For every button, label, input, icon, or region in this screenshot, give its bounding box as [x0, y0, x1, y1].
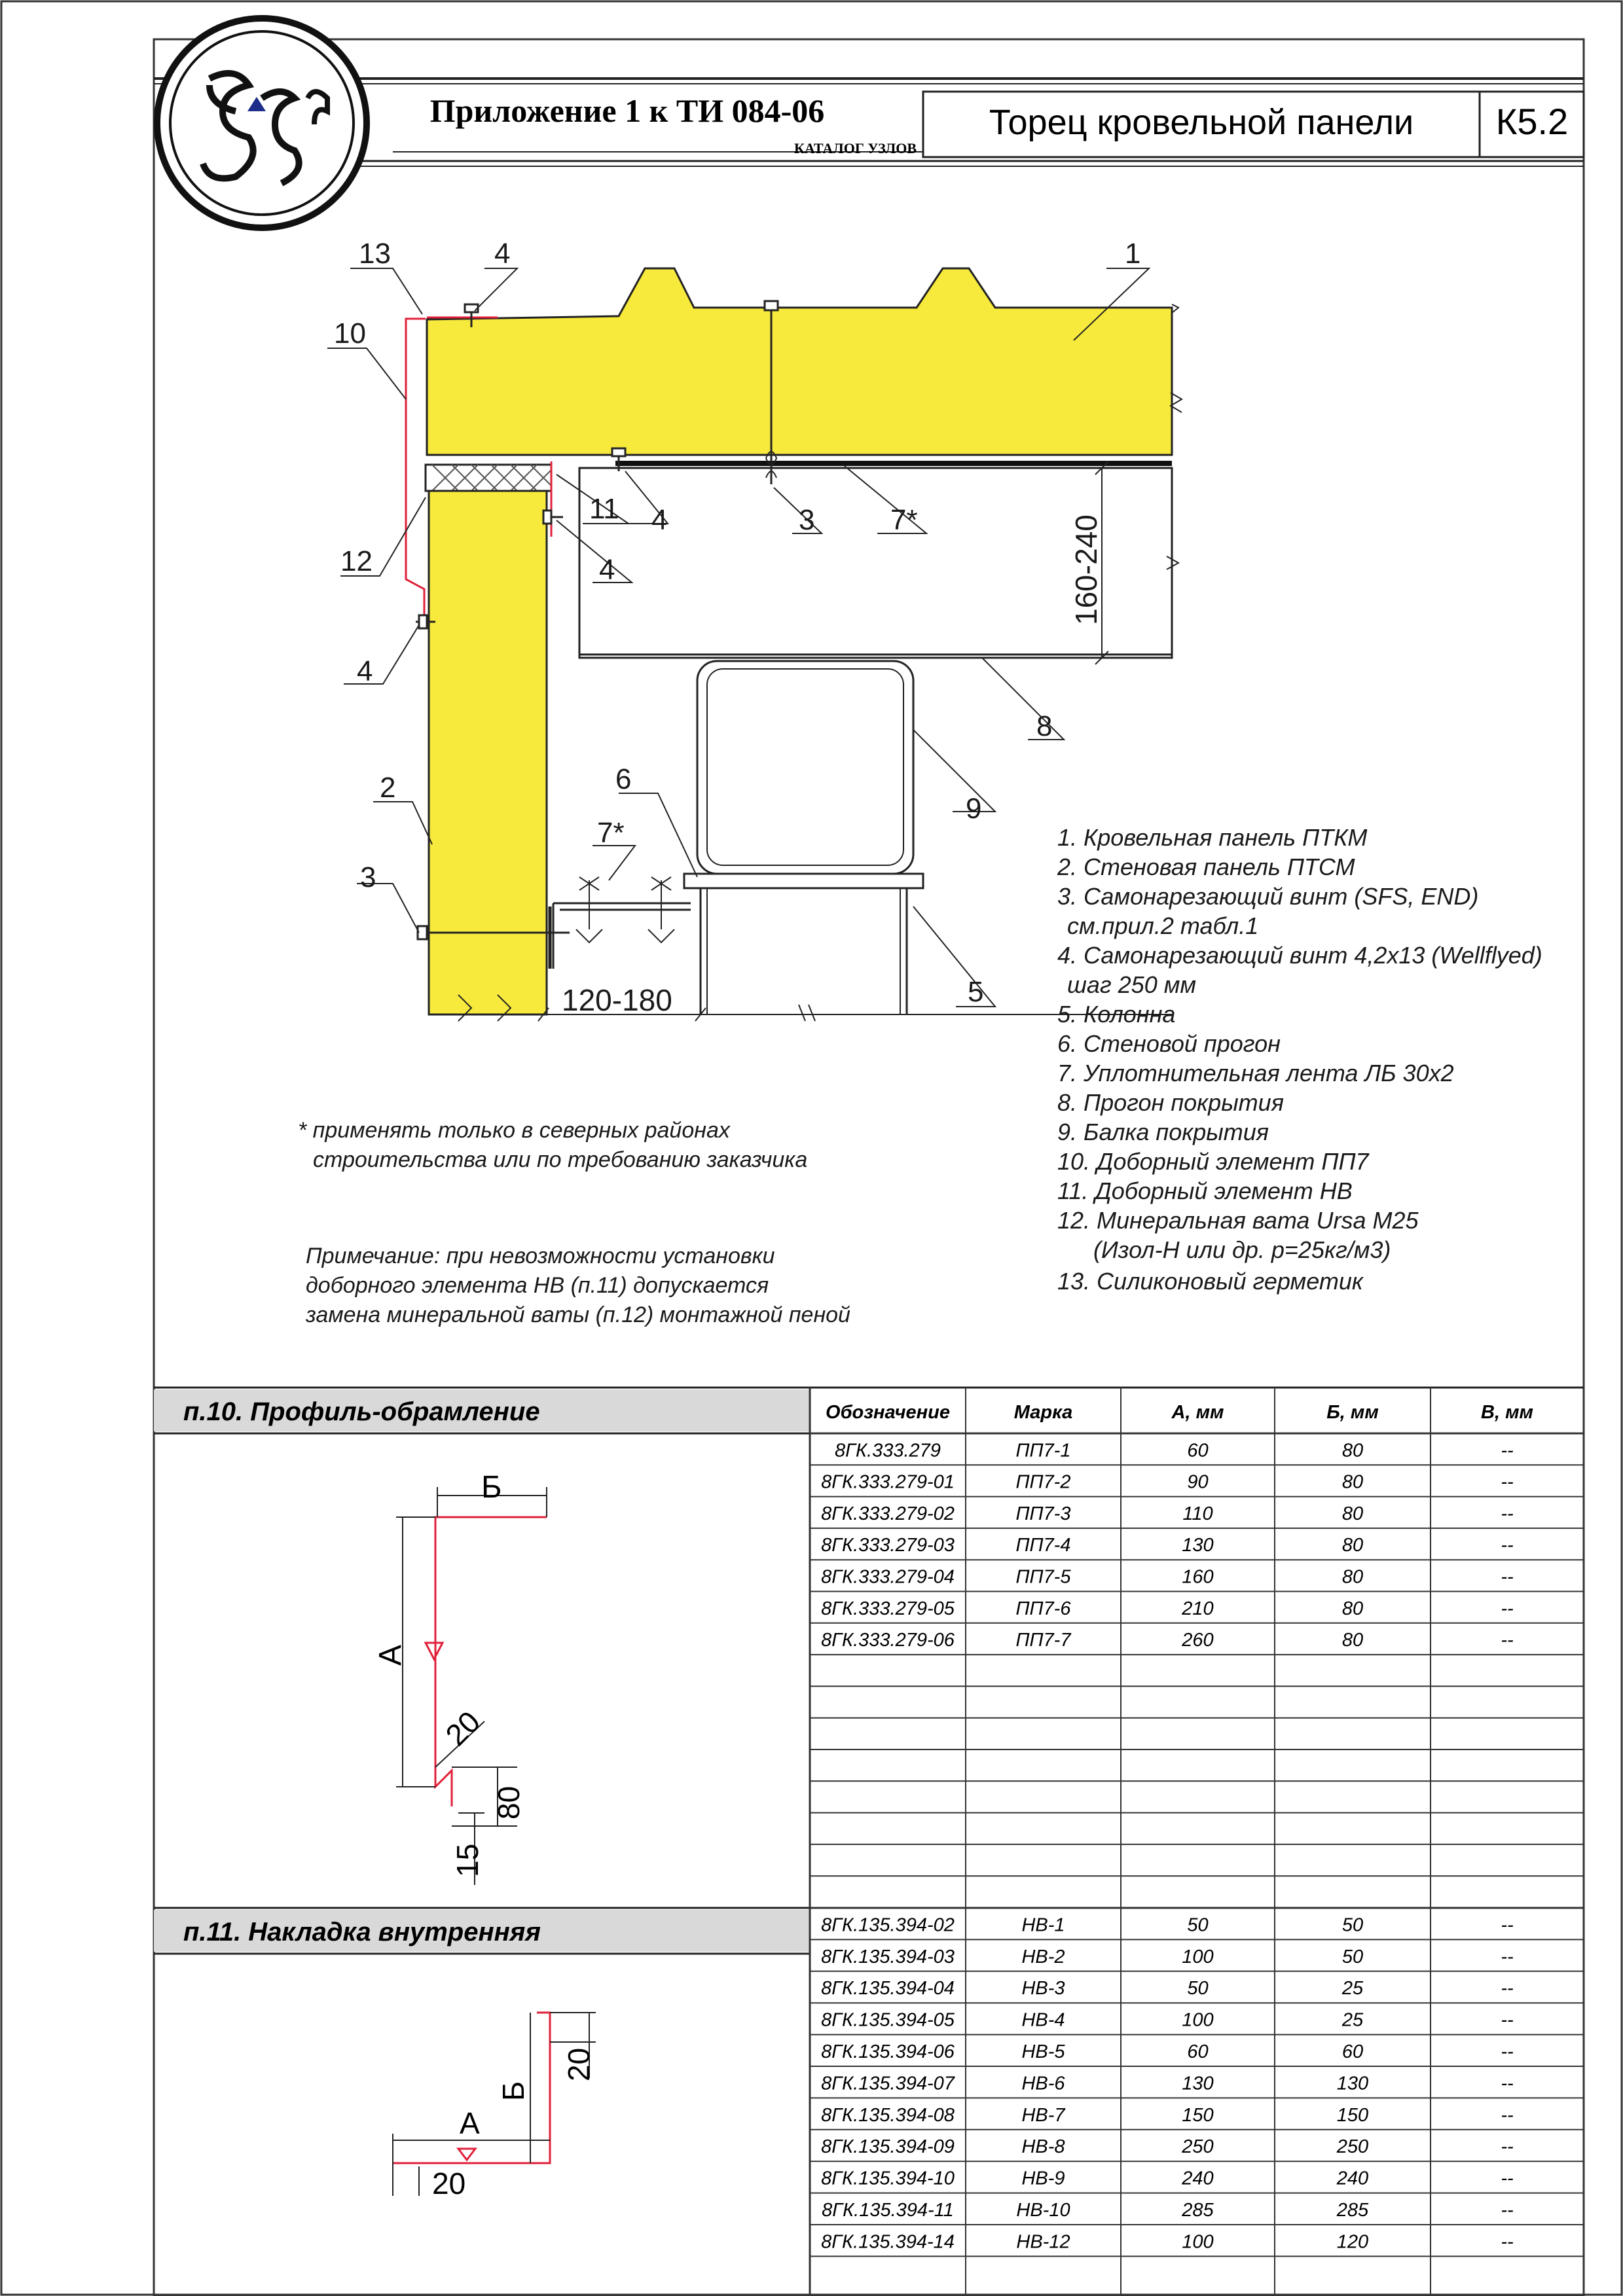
table-cell: 8ГК.333.279-01: [821, 1471, 955, 1493]
table-cell: 8ГК.135.394-04: [821, 1978, 955, 2000]
table-cell: НВ-5: [1021, 2041, 1065, 2062]
table-cell: --: [1501, 1978, 1514, 2000]
legend-item: 1. Кровельная панель ПТКМ: [1057, 824, 1368, 851]
dim-b: Б: [481, 1470, 502, 1505]
table-cell: 80: [1341, 1440, 1364, 1462]
flashing-pp7: [406, 319, 426, 622]
legend-item: см.прил.2 табл.1: [1067, 912, 1259, 939]
roof-beam: [697, 661, 913, 874]
footnote-line: строительства или по требованию заказчика: [313, 1147, 808, 1172]
table-cell: 8ГК.333.279-06: [821, 1630, 955, 1651]
dim-20v: 20: [562, 2047, 596, 2081]
table-cell: НВ-9: [1021, 2168, 1065, 2189]
note-line: Примечание: при невозможности установки: [306, 1244, 775, 1268]
legend-item: 13. Силиконовый герметик: [1057, 1268, 1363, 1295]
table-cell: 100: [1182, 1946, 1214, 1967]
callout-4b: 4: [651, 504, 668, 536]
roof-panel: [427, 268, 1172, 455]
legend-item: 8. Прогон покрытия: [1057, 1089, 1284, 1116]
callout-7b: 7*: [597, 817, 625, 849]
table-cell: --: [1501, 2136, 1514, 2158]
table-cell: --: [1501, 1630, 1514, 1651]
table-cell: 8ГК.333.279-05: [821, 1598, 955, 1619]
callout-4c: 4: [599, 554, 615, 586]
table-cell: 8ГК.135.394-10: [821, 2168, 955, 2189]
table-cell: 120: [1336, 2231, 1369, 2253]
table-cell: НВ-6: [1021, 2073, 1065, 2094]
table-cell: --: [1501, 1946, 1514, 1967]
table-cell: 160: [1182, 1566, 1214, 1588]
drawing-title: Торец кровельной панели: [989, 103, 1414, 142]
callout-1: 1: [1125, 238, 1141, 270]
table-cell: 110: [1182, 1503, 1213, 1524]
dim-15: 15: [450, 1843, 484, 1877]
table-cell: 130: [1336, 2073, 1369, 2094]
section11-title: п.11. Накладка внутренняя: [183, 1918, 541, 1946]
table-cell: 150: [1336, 2104, 1369, 2126]
table-cell: 260: [1182, 1630, 1214, 1651]
table-cell: ПП7-2: [1015, 1471, 1071, 1493]
table-header: А, мм: [1171, 1402, 1224, 1423]
table-cell: 210: [1182, 1598, 1214, 1619]
callout-2: 2: [380, 772, 396, 804]
dim-80: 80: [492, 1785, 526, 1820]
table-cell: 60: [1341, 2041, 1364, 2062]
legend-item: (Изол-Н или др. p=25кг/м3): [1093, 1236, 1391, 1263]
legend-item: 7. Уплотнительная лента ЛБ 30х2: [1057, 1060, 1454, 1086]
table-cell: 8ГК.135.394-09: [821, 2136, 955, 2158]
footnotes: [298, 1118, 850, 1327]
table-cell: 8ГК.135.394-02: [821, 1914, 955, 1936]
table-cell: 240: [1336, 2168, 1369, 2189]
table-cell: 8ГК.135.394-03: [821, 1946, 955, 1967]
table-cell: --: [1501, 1471, 1514, 1493]
callout-6: 6: [615, 763, 632, 795]
table-cell: 8ГК.135.394-11: [822, 2200, 954, 2221]
sheet-code: К5.2: [1495, 101, 1569, 142]
table-cell: --: [1501, 1598, 1514, 1619]
table-cell: 50: [1187, 1914, 1209, 1936]
sfs-logo: [157, 18, 367, 228]
table-cell: НВ-8: [1021, 2136, 1065, 2158]
wall-panel: [429, 491, 547, 1014]
table-cell: 8ГК.135.394-07: [821, 2073, 955, 2094]
node-diagram: [327, 268, 1182, 1021]
legend-item: 4. Самонарезающий винт 4,2х13 (Wellflyed): [1057, 942, 1542, 969]
table-cell: 60: [1187, 1440, 1209, 1462]
legend-item: 10. Доборный элемент ПП7: [1057, 1148, 1369, 1175]
table-cell: 50: [1187, 1978, 1209, 2000]
table-cell: НВ-12: [1016, 2231, 1070, 2253]
callout-11: 11: [589, 493, 619, 525]
table-header: В, мм: [1481, 1402, 1533, 1423]
dim-20h: 20: [432, 2166, 466, 2200]
catalog-label: КАТАЛОГ УЗЛОВ: [793, 140, 917, 156]
callout-7a: 7*: [890, 504, 918, 536]
table-header: Обозначение: [826, 1402, 950, 1423]
table-cell: 25: [1341, 1978, 1364, 2000]
table-cell: НВ-4: [1021, 2009, 1065, 2031]
spec-table: [810, 1388, 1584, 2296]
note-line: замена минеральной ваты (п.12) монтажной пеной: [306, 1302, 850, 1327]
table-cell: 130: [1182, 1535, 1214, 1556]
table-cell: --: [1501, 1566, 1514, 1588]
table-cell: 25: [1341, 2009, 1364, 2031]
table-cell: 80: [1341, 1630, 1364, 1651]
table-cell: 150: [1182, 2104, 1214, 2126]
legend-item: 6. Стеновой прогон: [1057, 1030, 1281, 1057]
table-cell: 8ГК.135.394-14: [821, 2231, 955, 2253]
table-cell: 8ГК.333.279-04: [821, 1566, 955, 1588]
dim-120-180: 120-180: [562, 983, 672, 1017]
legend-item: 9. Балка покрытия: [1057, 1119, 1269, 1145]
table-cell: --: [1501, 1535, 1514, 1556]
table-cell: 80: [1341, 1566, 1364, 1588]
dim-a: А: [460, 2106, 480, 2140]
table-cell: 8ГК.333.279-03: [821, 1535, 955, 1556]
note-line: доборного элемента НВ (п.11) допускается: [306, 1273, 769, 1298]
appendix-title: Приложение 1 к ТИ 084-06: [429, 92, 825, 129]
title-block: [154, 18, 1584, 228]
section10-title: п.10. Профиль-обрамление: [183, 1397, 540, 1426]
table-cell: 285: [1336, 2200, 1369, 2221]
table-cell: ПП7-3: [1015, 1503, 1071, 1524]
legend-item: 3. Самонарезающий винт (SFS, END): [1057, 883, 1479, 910]
table-cell: 80: [1341, 1503, 1364, 1524]
table-cell: 240: [1182, 2168, 1214, 2189]
table-cell: --: [1501, 1914, 1514, 1936]
table-cell: НВ-7: [1021, 2104, 1065, 2126]
callout-4d: 4: [357, 655, 373, 687]
legend-item: 12. Минеральная вата Ursa M25: [1057, 1207, 1419, 1234]
table-cell: 100: [1182, 2231, 1214, 2253]
table-cell: --: [1501, 2073, 1514, 2094]
callout-12: 12: [340, 545, 373, 577]
logo-text: SFS: [261, 216, 263, 217]
dim-b: Б: [496, 2081, 530, 2101]
callout-5: 5: [968, 976, 984, 1008]
table-header: Марка: [1013, 1402, 1073, 1423]
table-cell: --: [1501, 2231, 1514, 2253]
table-cell: 250: [1182, 2136, 1214, 2158]
table-cell: 8ГК.333.279-02: [821, 1503, 955, 1524]
callout-3b: 3: [360, 861, 376, 893]
table-cell: 60: [1187, 2041, 1209, 2062]
table-cell: 50: [1341, 1914, 1364, 1936]
overlay-hb-sketch: [393, 2013, 596, 2200]
table-cell: --: [1501, 1440, 1514, 1462]
table-cell: 80: [1341, 1598, 1364, 1619]
legend: [1057, 824, 1542, 1295]
dim-20: 20: [439, 1704, 487, 1753]
table-cell: 8ГК.333.279: [835, 1440, 941, 1462]
table-cell: 8ГК.135.394-08: [821, 2104, 955, 2126]
table-cell: --: [1501, 2009, 1514, 2031]
callout-3a: 3: [799, 504, 815, 536]
callout-13: 13: [359, 238, 391, 270]
table-cell: 130: [1182, 2073, 1214, 2094]
dim-a: А: [373, 1644, 408, 1666]
column: [684, 874, 923, 888]
table-cell: ПП7-6: [1015, 1598, 1071, 1619]
table-cell: 285: [1182, 2200, 1214, 2221]
table-cell: 100: [1182, 2009, 1214, 2031]
footnote-line: * применять только в северных районах: [298, 1118, 730, 1143]
table-cell: ПП7-4: [1015, 1535, 1071, 1556]
table-cell: ПП7-1: [1015, 1440, 1071, 1462]
legend-item: 2. Стеновая панель ПТСМ: [1057, 853, 1355, 880]
table-cell: 80: [1341, 1535, 1364, 1556]
table-cell: 250: [1336, 2136, 1369, 2158]
dim-160-240: 160-240: [1069, 514, 1103, 625]
legend-item: 5. Колонна: [1057, 1001, 1176, 1028]
table-cell: --: [1501, 2041, 1514, 2062]
table-cell: --: [1501, 2104, 1514, 2126]
table-header: Б, мм: [1326, 1402, 1379, 1423]
callout-10: 10: [334, 317, 366, 350]
table-cell: 90: [1187, 1471, 1209, 1493]
callout-8: 8: [1036, 710, 1053, 742]
profile-pp7-sketch: [373, 1470, 547, 1885]
table-cell: 8ГК.135.394-06: [821, 2041, 955, 2062]
callout-9: 9: [966, 793, 982, 825]
callout-4a: 4: [494, 238, 511, 270]
table-cell: --: [1501, 2168, 1514, 2189]
table-cell: НВ-3: [1021, 1978, 1065, 2000]
table-cell: НВ-2: [1021, 1946, 1065, 1967]
legend-item: шаг 250 мм: [1067, 971, 1197, 998]
table-cell: --: [1501, 2200, 1514, 2221]
table-cell: ПП7-7: [1015, 1630, 1071, 1651]
table-cell: --: [1501, 1503, 1514, 1524]
table-cell: 8ГК.135.394-05: [821, 2009, 955, 2031]
table-cell: ПП7-5: [1015, 1566, 1071, 1588]
table-cell: 50: [1341, 1946, 1364, 1967]
table-cell: НВ-10: [1016, 2200, 1070, 2221]
wall-purlin: [553, 903, 691, 969]
table-cell: 80: [1341, 1471, 1364, 1493]
table-cell: НВ-1: [1021, 1914, 1065, 1936]
legend-item: 11. Доборный элемент НВ: [1057, 1177, 1353, 1204]
